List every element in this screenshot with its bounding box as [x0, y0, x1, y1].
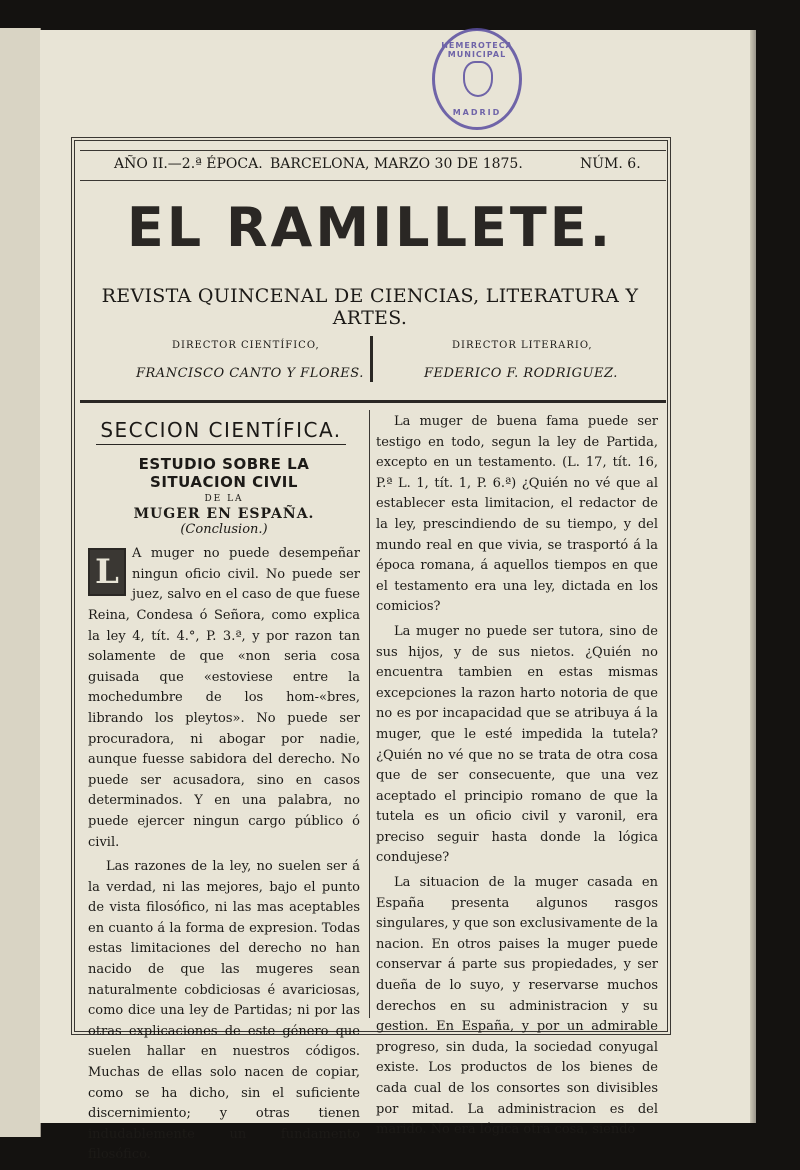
literary-director-name: FEDERICO F. RODRIGUEZ.: [424, 366, 618, 381]
issue-bottom-rule: [80, 180, 666, 181]
paragraph: Las razones de la ley, no suelen ser á la verdad, ni las mejores, bajo el punto de vista filosófico, ni las mas aceptables en cuanto á la forma de expresion. Todas estas limitaciones del derecho no han nacido de que las mugeres sean naturalmente cobdiciosas é avariciosas, como dice una ley de Partidas; ni por las otras explicaciones de este género que suelen hallar en nuestros códigos. Muchas de ellas solo nacen de copiar, como se ha dicho, sin el suficiente discernimiento; y otras tienen indudablemente un fundamento filosófico.: [88, 859, 360, 1163]
directors-divider: [370, 336, 373, 382]
page-fold-shadow: [750, 30, 756, 1123]
column-divider: [369, 410, 370, 1018]
stamp-top-text: HEMEROTECA MUNICIPAL: [441, 41, 513, 59]
section-heading: SECCION CIENTÍFICA.: [96, 418, 346, 445]
masthead-bottom-rule: [80, 400, 666, 403]
stamp-crest-icon: [463, 61, 493, 97]
issue-top-rule: [80, 150, 666, 151]
paragraph: [88, 544, 360, 853]
paragraph-text: A muger no puede desempeñar ningun oficio civil. No puede ser juez, salvo en el caso de que fuese Reina, Condesa ó Señora, como explica la ley 4, tít. 4.°, P. 3.ª, y por razon tan solamente de que «non seria cosa guisada que «estoviese entre la mochedumbre de los hom-«bres, librando los pleytos». No puede ser procuradora, ni abogar por nadie, aunque fuesse sabidora del derecho. No puede ser acusadora, sino en casos determinados. Y en una palabra, no puede ejercer ningun cargo público ó civil.: [88, 546, 360, 850]
stamp-bottom-text: MADRID: [452, 108, 502, 117]
paragraph: La situacion de la muger casada en España presenta algunos rasgos singulares, y que son exclusivamente de la nacion. En otros paises la muger puede conservar á parte sus propiedades, y ser dueña de lo suyo, y reservarse muchos derechos en su administracion y su gestion. En España, y por un admirable progreso, sin duda, la sociedad conyugal existe. Los productos de los bienes de cada cual de los consortes son divisibles por mitad. La administracion es del marido. No era lógica otra cosa, siendo: [376, 875, 658, 1138]
issue-year: AÑO II.—2.ª ÉPOCA.: [114, 156, 263, 172]
masthead-subtitle: REVISTA QUINCENAL DE CIENCIAS, LITERATURA Y ARTES.: [101, 285, 639, 329]
right-column: [376, 412, 658, 1145]
issue-info-row: [80, 152, 666, 176]
masthead-title: EL RAMILLETE.: [126, 196, 614, 259]
scientific-director-label: DIRECTOR CIENTÍFICO,: [172, 340, 320, 351]
paragraph: La muger no puede ser tutora, sino de sus hijos, y de sus nietos. ¿Quién no encuentra tambien en estas mismas excepciones la razon harto notoria de que no es por incapacidad que se atribuya á la muger, que le esté impedida la tutela? ¿Quién no vé que no se trata de otra cosa que de ser consecuente, que una vez aceptado el principio romano de que la tutela es un oficio civil y varonil, era preciso seguir hasta donde la lógica condujese?: [376, 623, 658, 866]
article-subject: MUGER EN ESPAÑA.: [133, 505, 315, 522]
issue-place-date: BARCELONA, MARZO 30 DE 1875.: [270, 156, 523, 172]
issue-number: NÚM. 6.: [580, 156, 641, 172]
dropcap-letter: L: [88, 548, 126, 596]
adjacent-page-edge: [0, 28, 41, 1137]
library-stamp: [432, 28, 522, 130]
article-title: ESTUDIO SOBRE LA SITUACION CIVIL: [138, 455, 310, 491]
scientific-director-name: FRANCISCO CANTO Y FLORES.: [136, 366, 364, 381]
literary-director-label: DIRECTOR LITERARIO,: [452, 340, 593, 351]
article-de-la: DE LA: [204, 494, 244, 504]
paragraph: La muger de buena fama puede ser testigo en todo, segun la ley de Partida, excepto en un testamento. (L. 17, tít. 16, P.ª L. 1, tít. 1, P. 6.ª) ¿Quién no vé que al establecer esta limitacion, el redactor de la ley, prescindiendo de su tiempo, y del mundo real en que vivia, se trasportó á la época romana, á aquellos tiempos en que el testamento era una ley, dictada en los comicios?: [376, 414, 658, 615]
article-note: (Conclusion.): [180, 521, 268, 537]
left-column: [88, 410, 360, 1170]
